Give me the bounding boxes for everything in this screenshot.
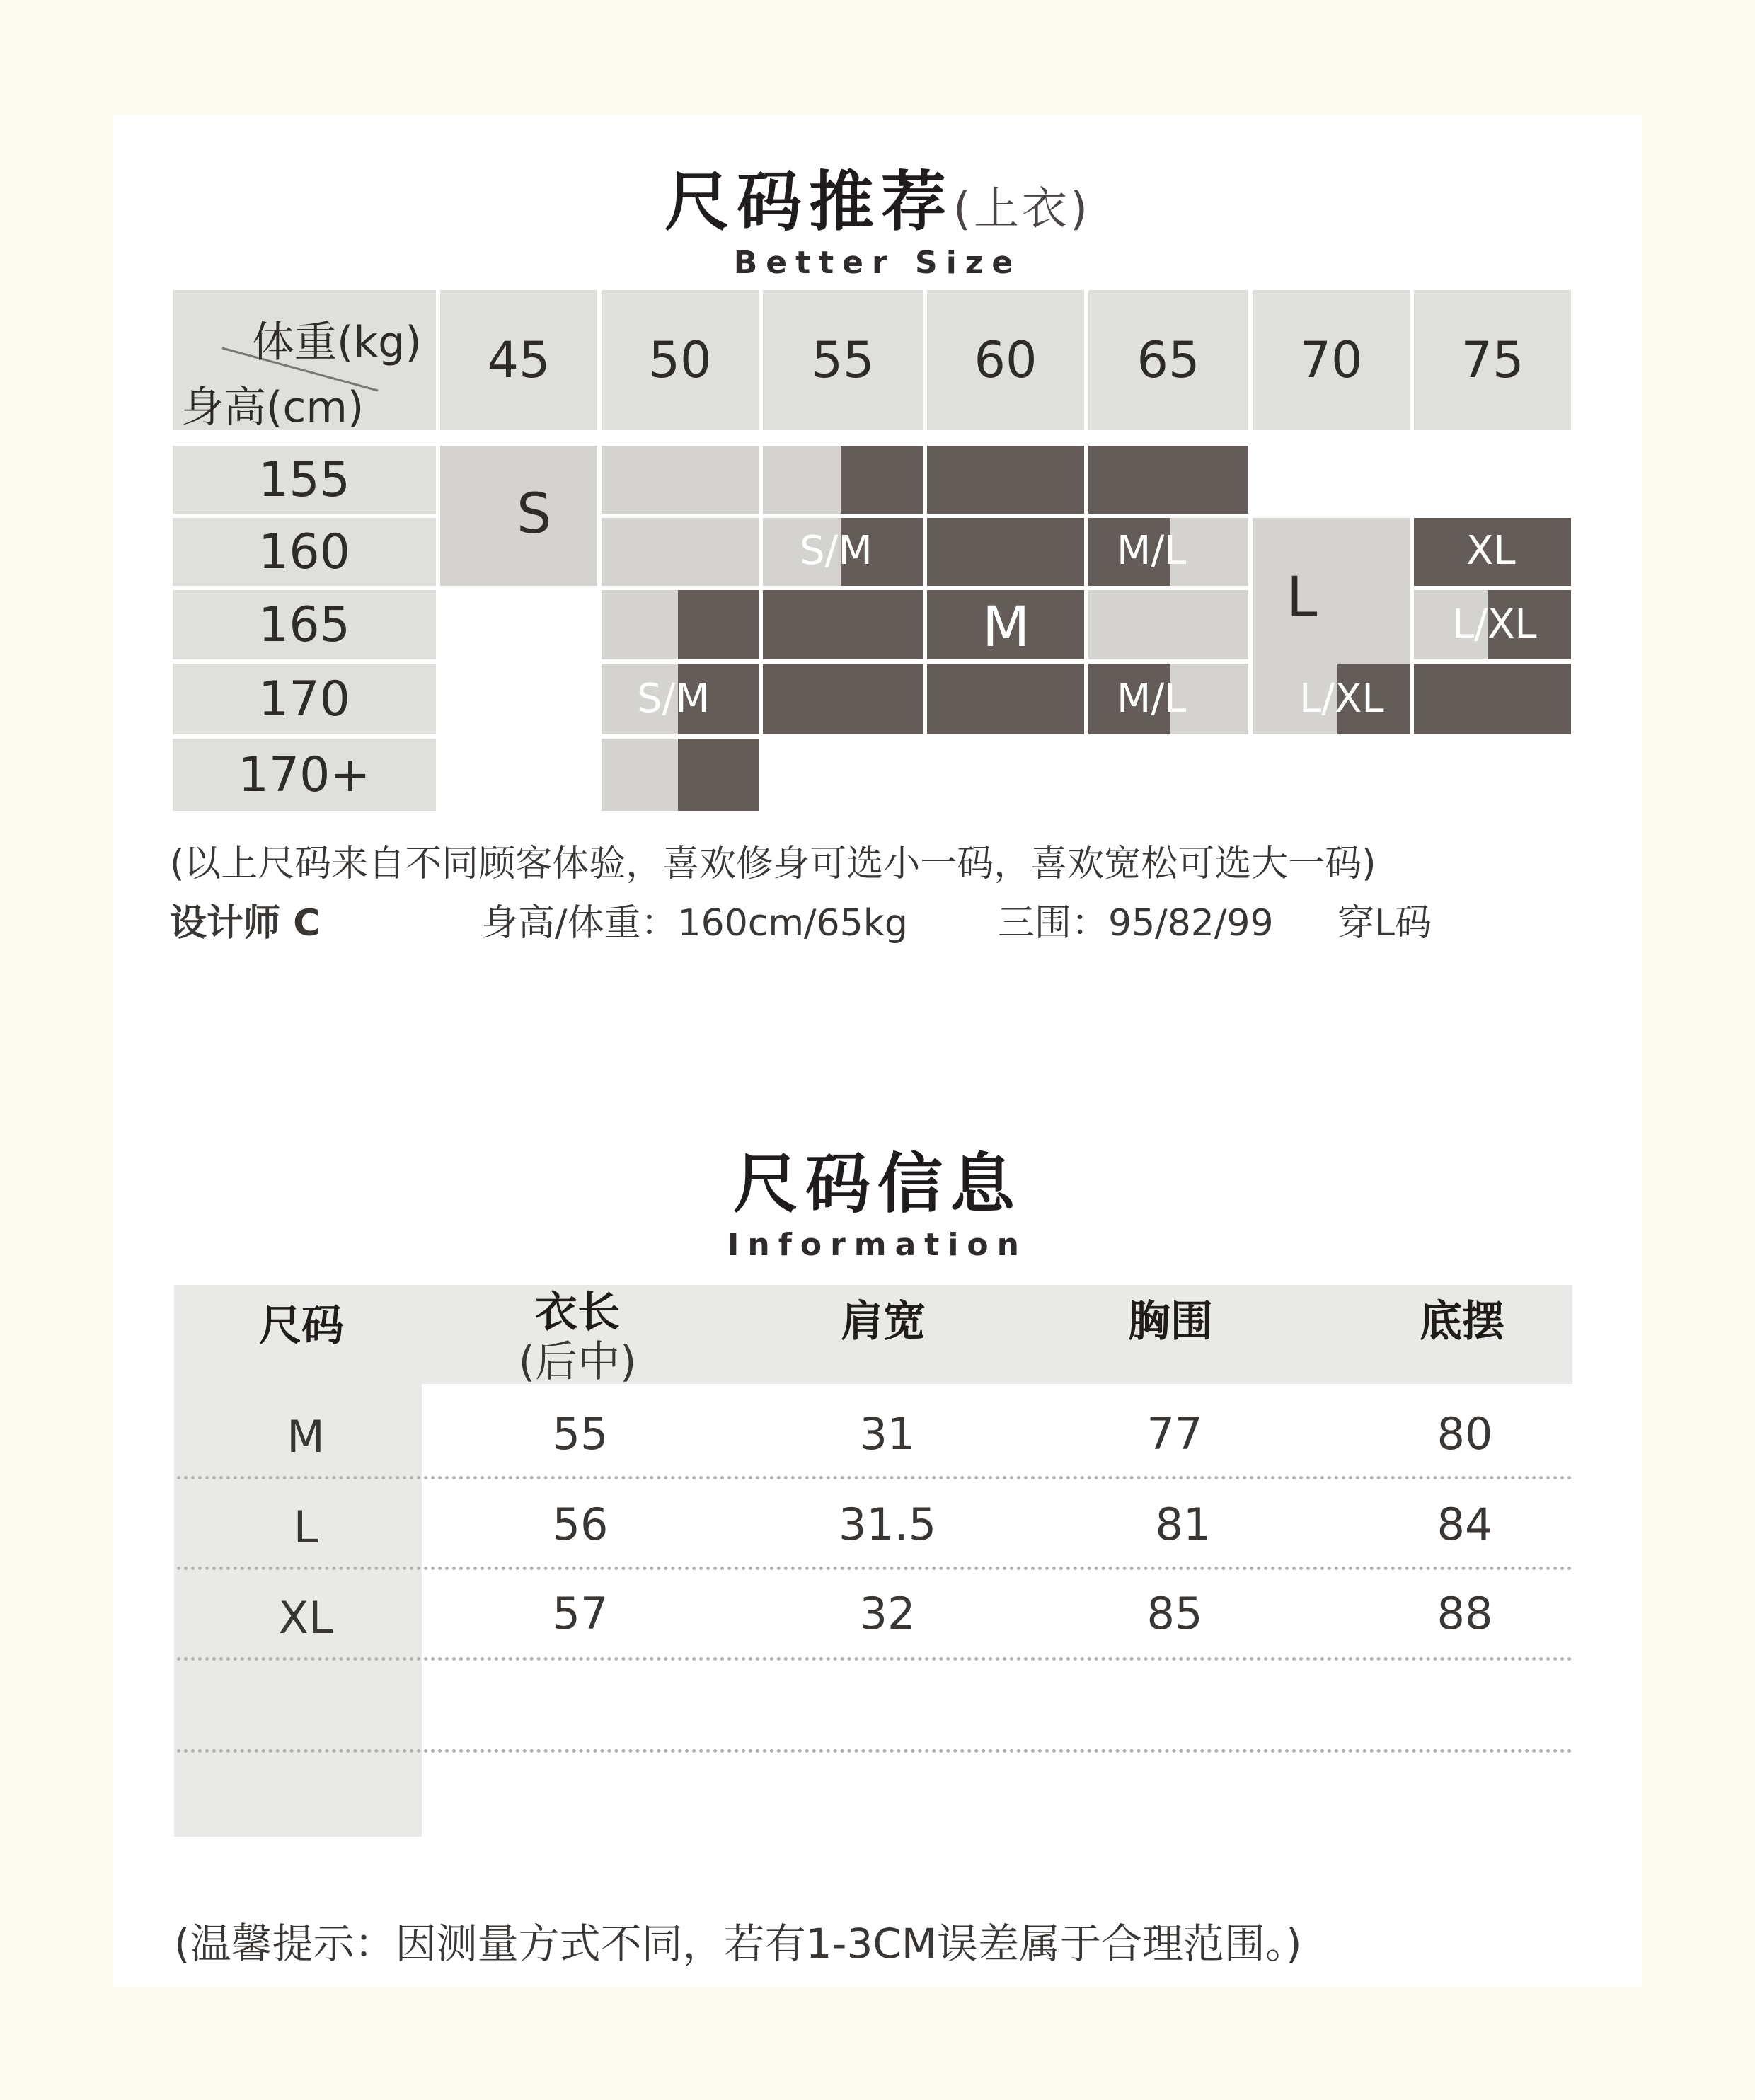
header-length-sub: (后中) bbox=[518, 1337, 637, 1387]
size-label-sm-160: S/M bbox=[800, 528, 873, 574]
row-hem: 84 bbox=[1437, 1499, 1493, 1550]
designer-size: 穿L码 bbox=[1337, 902, 1432, 945]
corner-height-label: 身高(cm) bbox=[181, 383, 364, 432]
weight-header-70: 70 bbox=[1253, 290, 1410, 430]
row-shoulder: 32 bbox=[859, 1588, 916, 1639]
cell-170plus-50a bbox=[602, 739, 678, 811]
recommend-title: 尺码推荐 bbox=[664, 164, 954, 240]
weight-header-60: 60 bbox=[927, 290, 1084, 430]
row-divider bbox=[177, 1657, 1572, 1661]
row-length: 57 bbox=[552, 1588, 609, 1639]
size-label-lxl-165: L/XL bbox=[1452, 601, 1537, 647]
cell-155-55b bbox=[841, 446, 923, 514]
row-divider bbox=[177, 1749, 1572, 1753]
info-title: 尺码信息 bbox=[732, 1146, 1022, 1222]
cell-160-60 bbox=[927, 518, 1084, 586]
cell-155-60 bbox=[927, 446, 1084, 514]
corner-cell bbox=[173, 290, 436, 430]
header-size: 尺码 bbox=[259, 1301, 344, 1351]
row-length: 56 bbox=[552, 1499, 609, 1550]
size-label-xl: XL bbox=[1466, 528, 1516, 574]
info-title-en: Information bbox=[727, 1227, 1028, 1263]
size-label-lxl-170: L/XL bbox=[1299, 676, 1384, 722]
height-header-165: 165 bbox=[173, 590, 436, 659]
cell-170plus-50b bbox=[678, 739, 759, 811]
row-size: M bbox=[287, 1411, 325, 1462]
size-label-sm-170: S/M bbox=[637, 676, 710, 722]
header-shoulder: 肩宽 bbox=[841, 1297, 926, 1346]
header-length-label: 衣长 bbox=[535, 1288, 620, 1337]
cell-160-50 bbox=[602, 518, 759, 586]
recommend-title-block bbox=[0, 150, 1755, 281]
row-hem: 80 bbox=[1437, 1408, 1493, 1460]
info-size-column bbox=[174, 1285, 422, 1837]
info-title-block bbox=[0, 1132, 1755, 1263]
height-header-170: 170 bbox=[173, 664, 436, 734]
cell-170-75 bbox=[1414, 664, 1571, 734]
header-length bbox=[471, 1288, 684, 1387]
cell-165-65 bbox=[1088, 590, 1248, 659]
row-divider bbox=[177, 1476, 1572, 1479]
weight-header-65: 65 bbox=[1088, 290, 1248, 430]
row-size: L bbox=[293, 1501, 318, 1553]
cell-165-50a bbox=[602, 590, 678, 659]
designer-measure: 三围：95/82/99 bbox=[998, 902, 1274, 945]
size-label-ml-170: M/L bbox=[1117, 676, 1187, 722]
row-chest: 77 bbox=[1146, 1408, 1203, 1460]
corner-weight-label: 体重(kg) bbox=[252, 318, 422, 367]
header-chest: 胸围 bbox=[1128, 1297, 1213, 1346]
recommend-note: (以上尺码来自不同顾客体验，喜欢修身可选小一码，喜欢宽松可选大一码) bbox=[170, 843, 1376, 885]
footer-note: (温馨提示：因测量方式不同，若有1-3CM误差属于合理范围。) bbox=[174, 1920, 1302, 1968]
size-label-l: L bbox=[1287, 566, 1318, 630]
weight-header-75: 75 bbox=[1414, 290, 1571, 430]
height-header-155: 155 bbox=[173, 446, 436, 514]
cell-155-50 bbox=[602, 446, 759, 514]
designer-body: 身高/体重：160cm/65kg bbox=[481, 902, 908, 945]
row-chest: 81 bbox=[1155, 1499, 1212, 1550]
height-header-170-plus: 170+ bbox=[173, 739, 436, 811]
row-shoulder: 31 bbox=[859, 1408, 916, 1460]
cell-170-55 bbox=[763, 664, 923, 734]
row-divider bbox=[177, 1567, 1572, 1570]
weight-header-50: 50 bbox=[602, 290, 759, 430]
recommend-title-sub: (上衣) bbox=[953, 183, 1091, 236]
header-hem: 底摆 bbox=[1420, 1297, 1504, 1346]
cell-155-65 bbox=[1088, 446, 1248, 514]
size-label-ml-160: M/L bbox=[1117, 528, 1187, 574]
row-chest: 85 bbox=[1146, 1588, 1203, 1639]
cell-170-60 bbox=[927, 664, 1084, 734]
row-length: 55 bbox=[552, 1408, 609, 1460]
recommend-title-en: Better Size bbox=[733, 245, 1022, 281]
cell-155-55a bbox=[763, 446, 841, 514]
row-hem: 88 bbox=[1437, 1588, 1493, 1639]
cell-165-50b bbox=[678, 590, 759, 659]
height-header-160: 160 bbox=[173, 518, 436, 586]
size-label-m: M bbox=[982, 596, 1030, 659]
size-label-s: S bbox=[517, 483, 552, 546]
row-size: XL bbox=[278, 1592, 333, 1644]
cell-165-55 bbox=[763, 590, 923, 659]
weight-header-45: 45 bbox=[440, 290, 597, 430]
row-shoulder: 31.5 bbox=[838, 1499, 937, 1550]
weight-header-55: 55 bbox=[763, 290, 923, 430]
designer-name: 设计师 C bbox=[170, 902, 321, 945]
